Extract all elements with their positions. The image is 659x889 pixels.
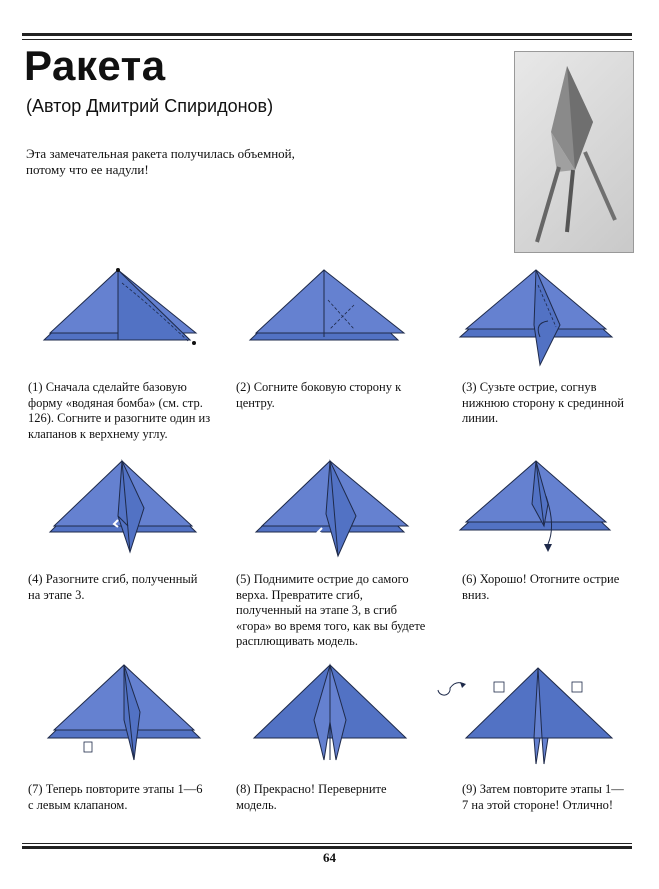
step-2-text: (2) Согните боковую сторону к центру. <box>236 380 402 410</box>
step-3-diagram <box>456 265 616 375</box>
step-5-diagram <box>252 456 412 566</box>
page-subtitle: (Автор Дмитрий Спиридонов) <box>26 96 274 116</box>
step-8-text: (8) Прекрасно! Переверните модель. <box>236 782 387 812</box>
page-title: Ракета <box>24 42 166 89</box>
bottom-rule <box>22 846 632 849</box>
step-2-diagram <box>246 265 406 355</box>
top-rule-thin <box>22 39 632 40</box>
page-number: 64 <box>323 850 336 865</box>
rocket-photo <box>514 51 634 253</box>
step-1-text: (1) Сначала сделайте базовую форму «водяная бомба» (см. стр. 126). Согните и разогните один из клапанов к верхнему углу. <box>28 380 211 441</box>
step-7-text: (7) Теперь повторите этапы 1—6 с левым клапаном. <box>28 782 203 812</box>
step-5-text: (5) Поднимите острие до самого верха. Превратите сгиб, полученный на этапе 3, в сгиб «гора» во время того, как вы будете расплющивать модель. <box>236 572 426 648</box>
step-9-text: (9) Затем повторите этапы 1—7 на этой стороне! Отлично! <box>462 782 624 812</box>
step-1-diagram <box>40 265 200 355</box>
step-9-diagram <box>430 660 620 770</box>
intro-text: Эта замечательная ракета получилась объемной, потому что ее надули! <box>26 146 295 177</box>
step-4-text: (4) Разогните сгиб, полученный на этапе 3. <box>28 572 198 602</box>
step-6-diagram <box>456 456 616 566</box>
step-8-diagram <box>250 660 410 770</box>
step-6-text: (6) Хорошо! Отогните острие вниз. <box>462 572 620 602</box>
bottom-rule-thin <box>22 843 632 844</box>
step-4-diagram <box>46 456 206 566</box>
step-7-diagram <box>44 660 204 770</box>
top-rule <box>22 33 632 36</box>
step-3-text: (3) Сузьте острие, согнув нижнюю сторону к срединной линии. <box>462 380 624 425</box>
